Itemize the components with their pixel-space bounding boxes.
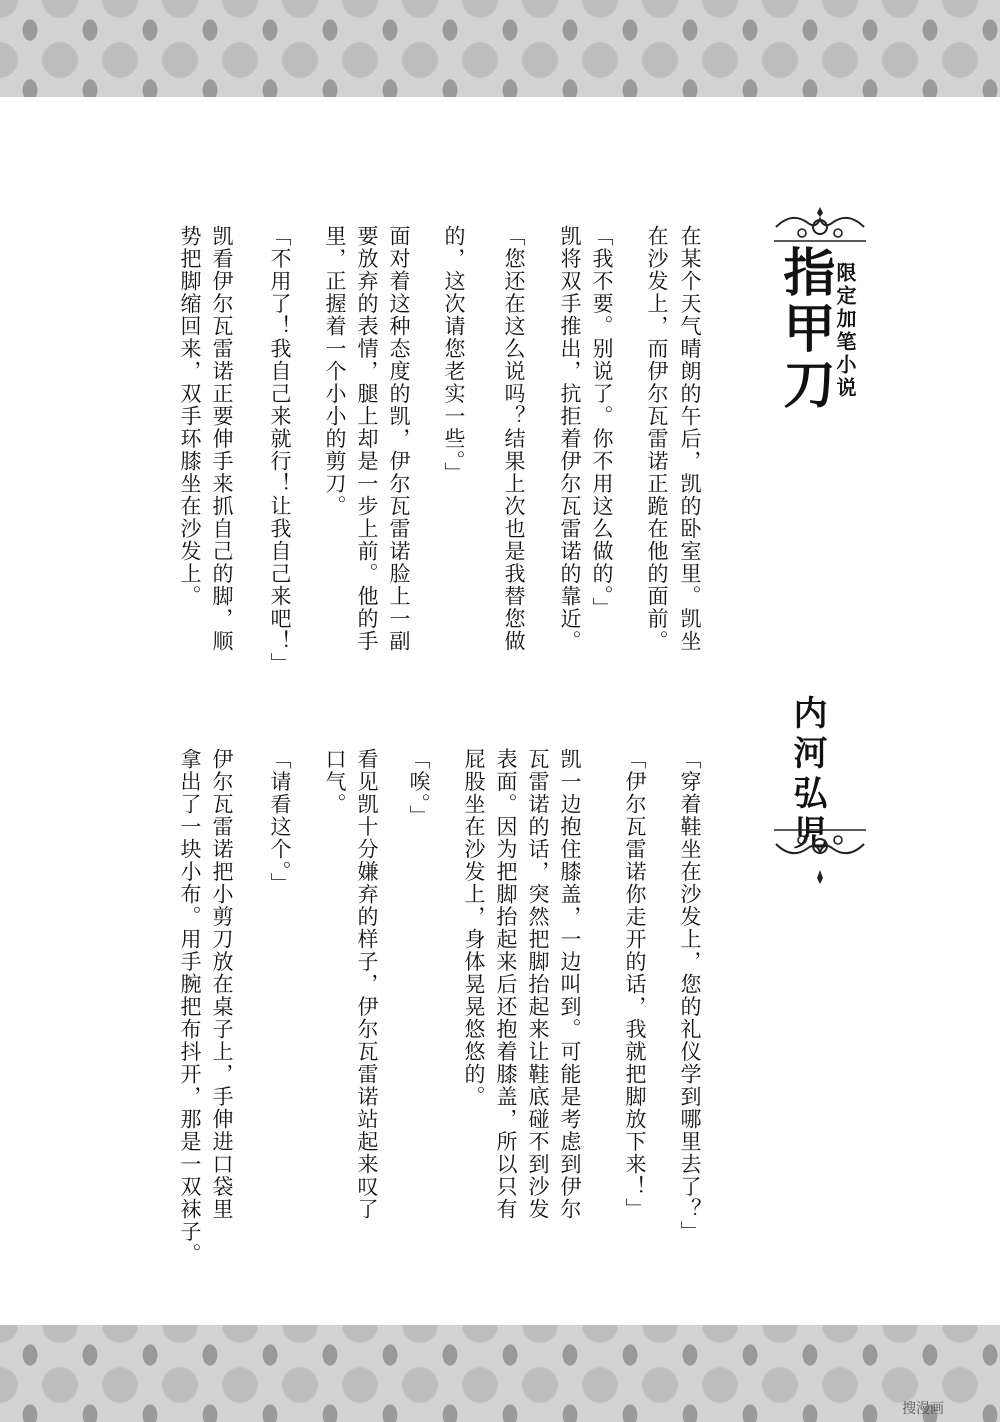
ornament-top-icon (772, 205, 868, 245)
ornament-bottom-icon (772, 826, 868, 888)
watermark-text: 搜漫画 (902, 1401, 944, 1417)
text-column: 拿出了一块小布。用手腕把布抖开，那是一双袜子。 (178, 748, 202, 1266)
page-subtitle: 限定加笔小说 (833, 262, 857, 400)
text-column: 屁股坐在沙发上，身体晃晃悠悠的。 (462, 748, 486, 1108)
page-title: 指甲刀 (774, 245, 834, 413)
text-column: 「唉。」 (407, 748, 431, 828)
text-column: 势把脚缩回来，双手环膝坐在沙发上。 (178, 225, 202, 608)
text-column: 面对着这种态度的凯，伊尔瓦雷诺脸上一副 (387, 225, 411, 653)
text-column: 「穿着鞋坐在沙发上，您的礼仪学到哪里去了？」 (678, 748, 702, 1243)
text-column: 在沙发上，而伊尔瓦雷诺正跪在他的面前。 (645, 225, 669, 653)
text-column: 伊尔瓦雷诺把小剪刀放在桌子上，手伸进口袋里 (210, 748, 234, 1221)
text-column: 看见凯十分嫌弃的样子，伊尔瓦雷诺站起来叹了 (355, 748, 379, 1221)
text-column: 「您还在这么说吗？结果上次也是我替您做 (502, 225, 526, 653)
text-column: 凯将双手推出，抗拒着伊尔瓦雷诺的靠近。 (558, 225, 582, 653)
text-column: 「不用了！我自己来就行！让我自己来吧！」 (268, 225, 292, 675)
top-decorative-border (0, 0, 1000, 97)
text-column: 表面。因为把脚抬起来后还抱着膝盖，所以只有 (494, 748, 518, 1221)
text-column: 里，正握着一个小小的剪刀。 (323, 225, 347, 518)
text-column: 的，这次请您老实一些。」 (442, 225, 466, 485)
text-column: 在某个天气晴朗的午后，凯的卧室里。凯坐 (678, 225, 702, 653)
text-column: 要放弃的表情，腿上却是一步上前。他的手 (355, 225, 379, 653)
author-name: 内河弘児 (787, 695, 827, 855)
bottom-decorative-border (0, 1325, 1000, 1422)
text-column: 「我不要。别说了。你不用这么做的。」 (590, 225, 614, 620)
text-column: 口气。 (323, 748, 347, 816)
text-column: 瓦雷诺的话，突然把脚抬起来让鞋底碰不到沙发 (526, 748, 550, 1221)
text-column: 「伊尔瓦雷诺你走开的话，我就把脚放下来！」 (623, 748, 647, 1221)
text-column: 凯一边抱住膝盖，一边叫到。可能是考虑到伊尔 (558, 748, 582, 1221)
text-column: 「请看这个。」 (268, 748, 292, 895)
text-column: 凯看伊尔瓦雷诺正要伸手来抓自己的脚，顺 (210, 225, 234, 653)
